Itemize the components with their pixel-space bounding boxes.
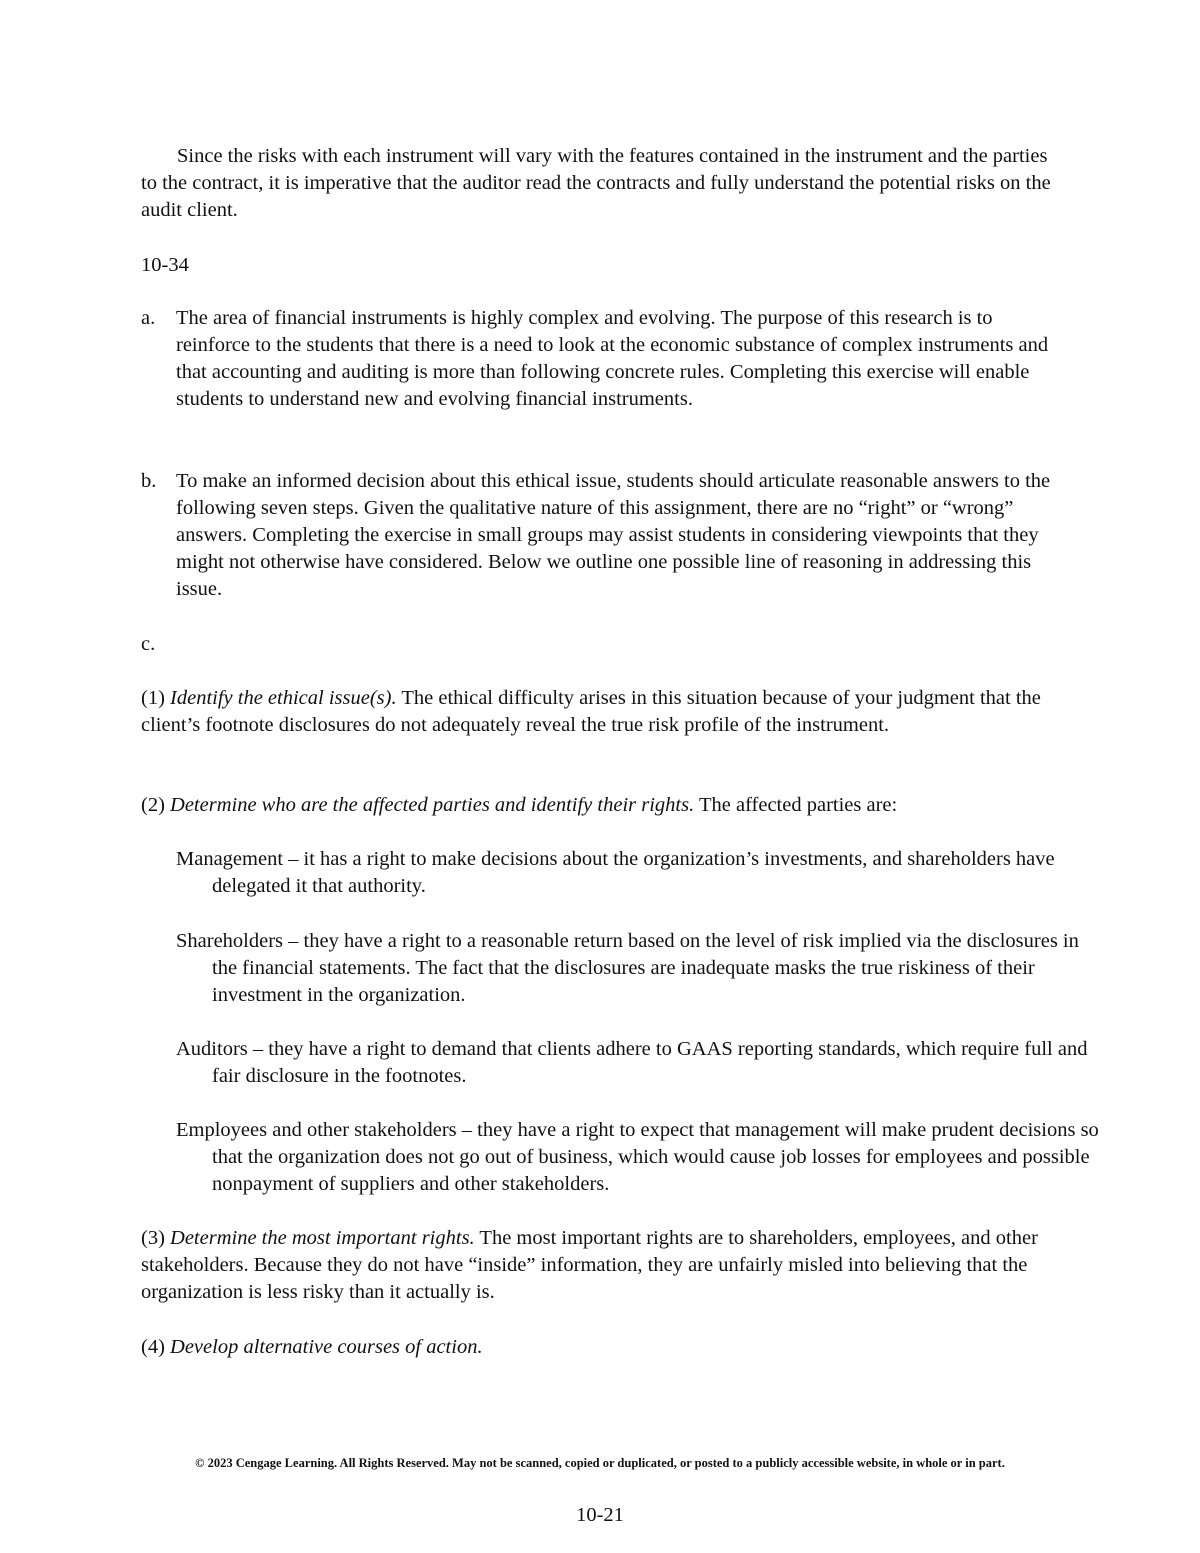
list-item-a bbox=[141, 305, 1066, 413]
step-1 bbox=[141, 685, 1066, 739]
step-2-title: Determine who are the affected parties and identify their rights. bbox=[170, 794, 695, 816]
step-2-text: The affected parties are: bbox=[694, 794, 898, 816]
step-3-number: (3) bbox=[141, 1227, 171, 1249]
party-management: Management – it has a right to make decisions about the organization’s investments, and shareholders have delegated it that authority. bbox=[176, 848, 1055, 897]
list-text-b: To make an informed decision about this ethical issue, students should articulate reasonable answers to the following seven steps. Given the qualitative nature of this assignment, there are no “right” or “wrong” answers. Completing the exercise in small groups may assist students in considering viewpoints that they might not otherwise have considered. Below we outline one possible line of reasoning in addressing this issue. bbox=[176, 470, 1051, 600]
list-item-b bbox=[141, 468, 1066, 603]
list-marker-b: b. bbox=[141, 470, 157, 492]
section-number: 10-34 bbox=[141, 254, 189, 276]
list-marker-a: a. bbox=[141, 307, 156, 329]
step-3 bbox=[141, 1225, 1066, 1306]
step-3-text: The most important rights are to shareholders, employees, and other stakeholders. Because they do not have “inside” information, they are unfairly misled into believing that the organization is less risky than it actually is. bbox=[141, 1227, 1038, 1303]
step-3-title: Determine the most important rights. bbox=[170, 1227, 475, 1249]
step-4-title: Develop alternative courses of action. bbox=[170, 1336, 483, 1358]
step-4 bbox=[141, 1334, 1066, 1361]
step-2 bbox=[141, 792, 1066, 819]
list-marker-c: c. bbox=[141, 633, 156, 655]
page-number: 10-21 bbox=[576, 1504, 624, 1526]
copyright-notice: © 2023 Cengage Learning. All Rights Reserved. May not be scanned, copied or duplicated, or posted to a publicly accessible website, in whole or in part. bbox=[195, 1456, 1005, 1470]
list-text-a: The area of financial instruments is highly complex and evolving. The purpose of this research is to reinforce to the students that there is a need to look at the economic substance of complex instruments and that accounting and auditing is more than following concrete rules. Completing this exercise will enable students to understand new and evolving financial instruments. bbox=[176, 307, 1049, 410]
step-1-title: Identify the ethical issue(s). bbox=[170, 687, 397, 709]
step-2-number: (2) bbox=[141, 794, 171, 816]
step-1-text: The ethical difficulty arises in this situation because of your judgment that the client’s footnote disclosures do not adequately reveal the true risk profile of the instrument. bbox=[141, 687, 1041, 736]
party-auditors: Auditors – they have a right to demand that clients adhere to GAAS reporting standards, which require full and fair disclosure in the footnotes. bbox=[176, 1038, 1088, 1087]
step-1-number: (1) bbox=[141, 687, 171, 709]
intro-paragraph: Since the risks with each instrument will vary with the features contained in the instrument and the parties to the contract, it is imperative that the auditor read the contracts and fully understand the potential risks on the audit client. bbox=[141, 145, 1051, 221]
step-4-number: (4) bbox=[141, 1336, 171, 1358]
party-employees: Employees and other stakeholders – they have a right to expect that management will make prudent decisions so that the organization does not go out of business, which would cause job losses for employees and possible nonpayment of suppliers and other stakeholders. bbox=[176, 1119, 1099, 1195]
party-shareholders: Shareholders – they have a right to a reasonable return based on the level of risk implied via the disclosures in the financial statements. The fact that the disclosures are inadequate masks the true riskiness of their investment in the organization. bbox=[176, 930, 1079, 1006]
